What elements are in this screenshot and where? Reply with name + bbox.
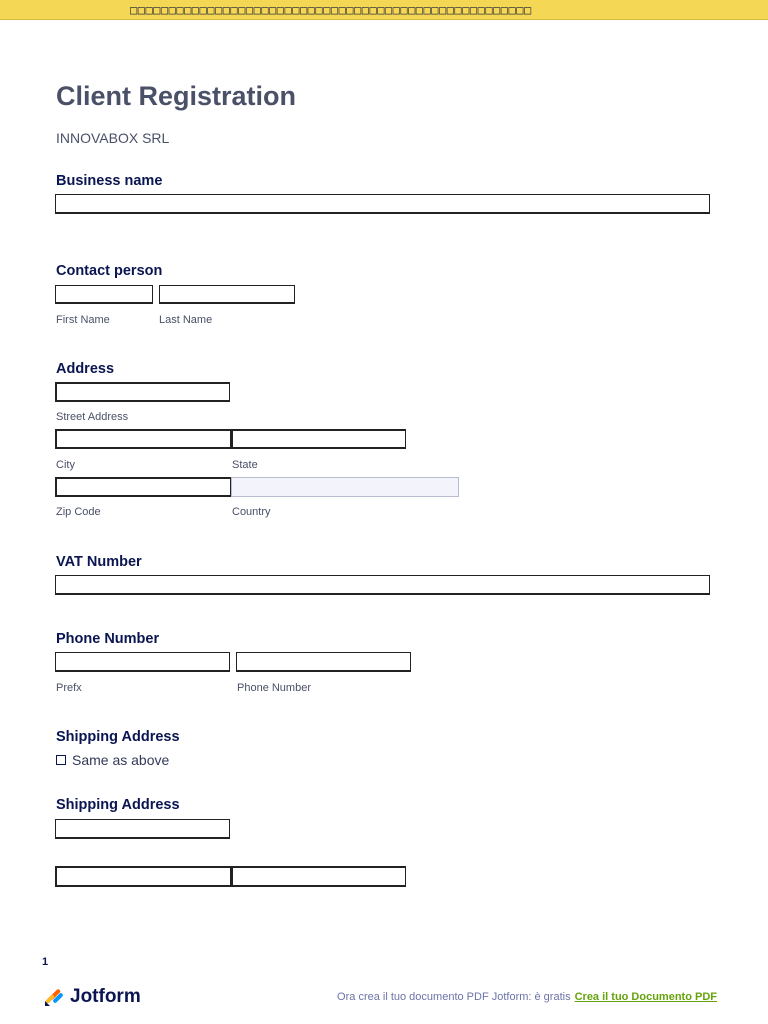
state-sublabel: State: [232, 459, 258, 471]
phone-prefix-input[interactable]: [55, 652, 230, 672]
zip-code-input[interactable]: [55, 477, 231, 497]
company-name: INNOVABOX SRL: [56, 130, 170, 146]
contact-person-label: Contact person: [56, 263, 163, 279]
same-as-above-label: Same as above: [72, 752, 170, 768]
top-banner: [0, 0, 768, 20]
jotform-logo[interactable]: [44, 986, 141, 1008]
state-input[interactable]: [231, 429, 406, 449]
vat-number-input[interactable]: [55, 575, 710, 595]
shipping-city-input[interactable]: [55, 866, 231, 887]
phone-number-sublabel: Phone Number: [237, 682, 311, 694]
same-as-above-row[interactable]: [56, 752, 169, 768]
footer-cta: [337, 991, 717, 1003]
last-name-sublabel: Last Name: [159, 314, 213, 326]
shipping-street-input[interactable]: [55, 819, 230, 839]
zip-code-sublabel: Zip Code: [56, 506, 101, 518]
address-label: Address: [56, 361, 115, 377]
create-pdf-link[interactable]: Crea il tuo Documento PDF: [574, 991, 717, 1003]
shipping-address-label: Shipping Address: [56, 797, 180, 813]
street-address-input[interactable]: [55, 382, 230, 402]
city-sublabel: City: [56, 459, 75, 471]
business-name-label: Business name: [56, 173, 163, 189]
page-title: Client Registration: [56, 81, 297, 111]
vat-number-label: VAT Number: [56, 554, 142, 570]
phone-prefix-sublabel: Prefx: [56, 682, 82, 694]
country-sublabel: Country: [232, 506, 271, 518]
same-as-above-checkbox[interactable]: [56, 755, 66, 765]
last-name-input[interactable]: [159, 285, 295, 304]
business-name-input[interactable]: [55, 194, 710, 214]
page-number: 1: [42, 956, 49, 968]
first-name-input[interactable]: [55, 285, 153, 304]
shipping-state-input[interactable]: [231, 866, 406, 887]
phone-number-label: Phone Number: [56, 631, 160, 647]
first-name-sublabel: First Name: [56, 314, 110, 326]
phone-number-input[interactable]: [236, 652, 411, 672]
footer-cta-text: Ora crea il tuo documento PDF Jotform: è gratis: [337, 991, 571, 1003]
jotform-logo-text: Jotform: [70, 986, 141, 1007]
city-input[interactable]: [55, 429, 231, 449]
jotform-logo-icon: [44, 987, 64, 1007]
banner-text: □□□□□□□□□□□□□□□□□□□□□□□□□□□□□□□□□□□□□□□□□□□□□□□□□□□□: [130, 3, 532, 17]
country-select[interactable]: [231, 477, 459, 497]
street-address-sublabel: Street Address: [56, 411, 129, 423]
shipping-address-toggle-label: Shipping Address: [56, 729, 180, 745]
